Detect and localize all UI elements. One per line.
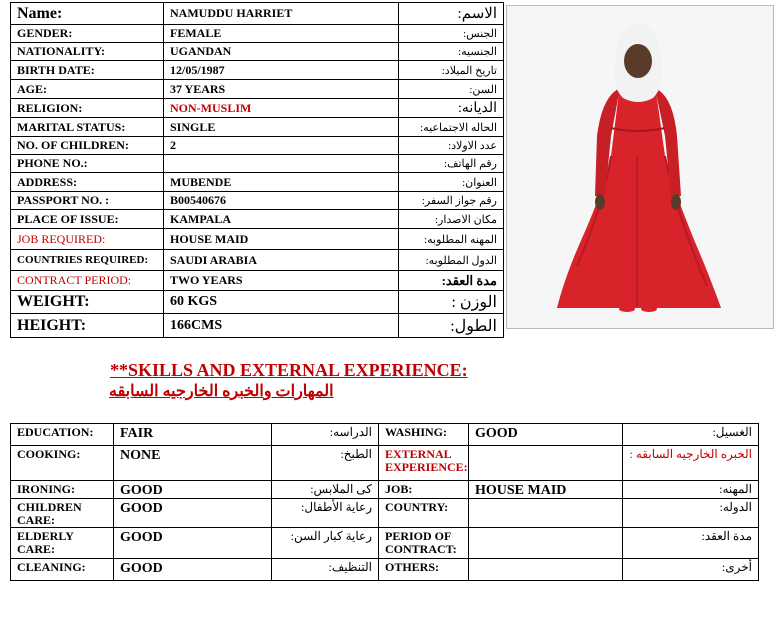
country-label: COUNTRY: [379,499,469,528]
job-required-label-ar: المهنه المطلوبه: [399,229,504,250]
name-value: NAMUDDU HARRIET [164,3,399,25]
bio-row-marital-status [11,118,504,137]
name-label-ar: الاسم: [399,3,504,25]
skills-row-cooking [11,446,759,481]
place-of-issue-label-ar: مكان الاصدار: [399,210,504,229]
skills-row-cleaning [11,559,759,581]
skills-row-ironing [11,481,759,499]
bio-row-nationality [11,43,504,61]
children-label-ar: عدد الاولاد: [399,137,504,155]
name-label: Name: [11,3,164,25]
period-of-contract-value [469,528,623,559]
education-label: EDUCATION: [11,424,114,446]
bio-row-religion [11,99,504,118]
birth-date-label-ar: تاريخ الميلاد: [399,61,504,80]
skills-title: **SKILLS AND EXTERNAL EXPERIENCE: [110,360,468,380]
gender-label: GENDER: [11,25,164,43]
country-label-ar: الدوله: [623,499,759,528]
bio-row-address [11,173,504,192]
nationality-value: UGANDAN [164,43,399,61]
address-label-ar: العنوان: [399,173,504,192]
age-value: 37 YEARS [164,80,399,99]
job-label-ar: المهنه: [623,481,759,499]
bio-row-height [11,314,504,338]
bio-row-job-required [11,229,504,250]
ironing-value: GOOD [114,481,272,499]
gender-label-ar: الجنس: [399,25,504,43]
candidate-photo-illustration [507,6,773,328]
others-label: OTHERS: [379,559,469,581]
weight-value: 60 KGS [164,291,399,314]
period-of-contract-label: PERIOD OF CONTRACT: [379,528,469,559]
bio-row-passport [11,192,504,210]
personal-info-table [10,2,504,338]
job-required-label: JOB REQUIRED: [11,229,164,250]
weight-label: WEIGHT: [11,291,164,314]
bio-row-contract-period [11,271,504,291]
passport-label: PASSPORT NO. : [11,192,164,210]
cleaning-label: CLEANING: [11,559,114,581]
job-label: JOB: [379,481,469,499]
skills-table [10,423,759,581]
cleaning-label-ar: التنظيف: [272,559,379,581]
elderly-care-label: ELDERLY CARE: [11,528,114,559]
weight-label-ar: الوزن : [399,291,504,314]
phone-label: PHONE NO.: [11,155,164,173]
marital-status-label: MARITAL STATUS: [11,118,164,137]
others-value [469,559,623,581]
children-value: 2 [164,137,399,155]
cleaning-value: GOOD [114,559,272,581]
external-experience-label-ar: الخبره الخارجيه السابقه : [623,446,759,481]
countries-required-label-ar: الدول المطلوبه: [399,250,504,271]
period-of-contract-label-ar: مدة العقد: [623,528,759,559]
bio-row-place-of-issue [11,210,504,229]
birth-date-value: 12/05/1987 [164,61,399,80]
bio-row-weight [11,291,504,314]
age-label-ar: السن: [399,80,504,99]
cooking-label: COOKING: [11,446,114,481]
skills-row-elderly-care [11,528,759,559]
washing-value: GOOD [469,424,623,446]
candidate-photo [506,5,774,329]
education-value: FAIR [114,424,272,446]
phone-label-ar: رقم الهاتف: [399,155,504,173]
washing-label: WASHING: [379,424,469,446]
bio-row-phone [11,155,504,173]
bio-row-name [11,3,504,25]
nationality-label-ar: الجنسيه: [399,43,504,61]
countries-required-label: COUNTRIES REQUIRED: [11,250,164,271]
height-label: HEIGHT: [11,314,164,338]
birth-date-label: BIRTH DATE: [11,61,164,80]
children-care-label-ar: رعاية الأطفال: [272,499,379,528]
job-value: HOUSE MAID [469,481,623,499]
cooking-label-ar: الطبخ: [272,446,379,481]
washing-label-ar: الغسيل: [623,424,759,446]
others-label-ar: أخرى: [623,559,759,581]
countries-required-value: SAUDI ARABIA [164,250,399,271]
children-label: NO. OF CHILDREN: [11,137,164,155]
passport-label-ar: رقم جواز السفر: [399,192,504,210]
external-experience-value [469,446,623,481]
bio-row-children [11,137,504,155]
children-care-value: GOOD [114,499,272,528]
phone-value [164,155,399,173]
elderly-care-label-ar: رعاية كبار السن: [272,528,379,559]
contract-period-label-ar: مدة العقد: [399,271,504,291]
ironing-label-ar: كى الملابس: [272,481,379,499]
skills-row-children-care [11,499,759,528]
marital-status-label-ar: الحاله الاجتماعيه: [399,118,504,137]
age-label: AGE: [11,80,164,99]
ironing-label: IRONING: [11,481,114,499]
place-of-issue-value: KAMPALA [164,210,399,229]
education-label-ar: الدراسه: [272,424,379,446]
address-label: ADDRESS: [11,173,164,192]
marital-status-value: SINGLE [164,118,399,137]
external-experience-label: EXTERNAL EXPERIENCE: [379,446,469,481]
religion-label-ar: الديانه: [399,99,504,118]
contract-period-label: CONTRACT PERIOD: [11,271,164,291]
bio-row-age [11,80,504,99]
bio-row-countries-required [11,250,504,271]
religion-value: NON-MUSLIM [164,99,399,118]
gender-value: FEMALE [164,25,399,43]
job-required-value: HOUSE MAID [164,229,399,250]
skills-title-arabic: المهارات والخبره الخارجيه السابقه [109,383,334,400]
address-value: MUBENDE [164,173,399,192]
religion-label: RELIGION: [11,99,164,118]
place-of-issue-label: PLACE OF ISSUE: [11,210,164,229]
bio-row-gender [11,25,504,43]
cooking-value: NONE [114,446,272,481]
nationality-label: NATIONALITY: [11,43,164,61]
height-label-ar: الطول: [399,314,504,338]
children-care-label: CHILDREN CARE: [11,499,114,528]
contract-period-value: TWO YEARS [164,271,399,291]
bio-row-birth-date [11,61,504,80]
skills-row-education [11,424,759,446]
elderly-care-value: GOOD [114,528,272,559]
country-value [469,499,623,528]
passport-value: B00540676 [164,192,399,210]
height-value: 166CMS [164,314,399,338]
